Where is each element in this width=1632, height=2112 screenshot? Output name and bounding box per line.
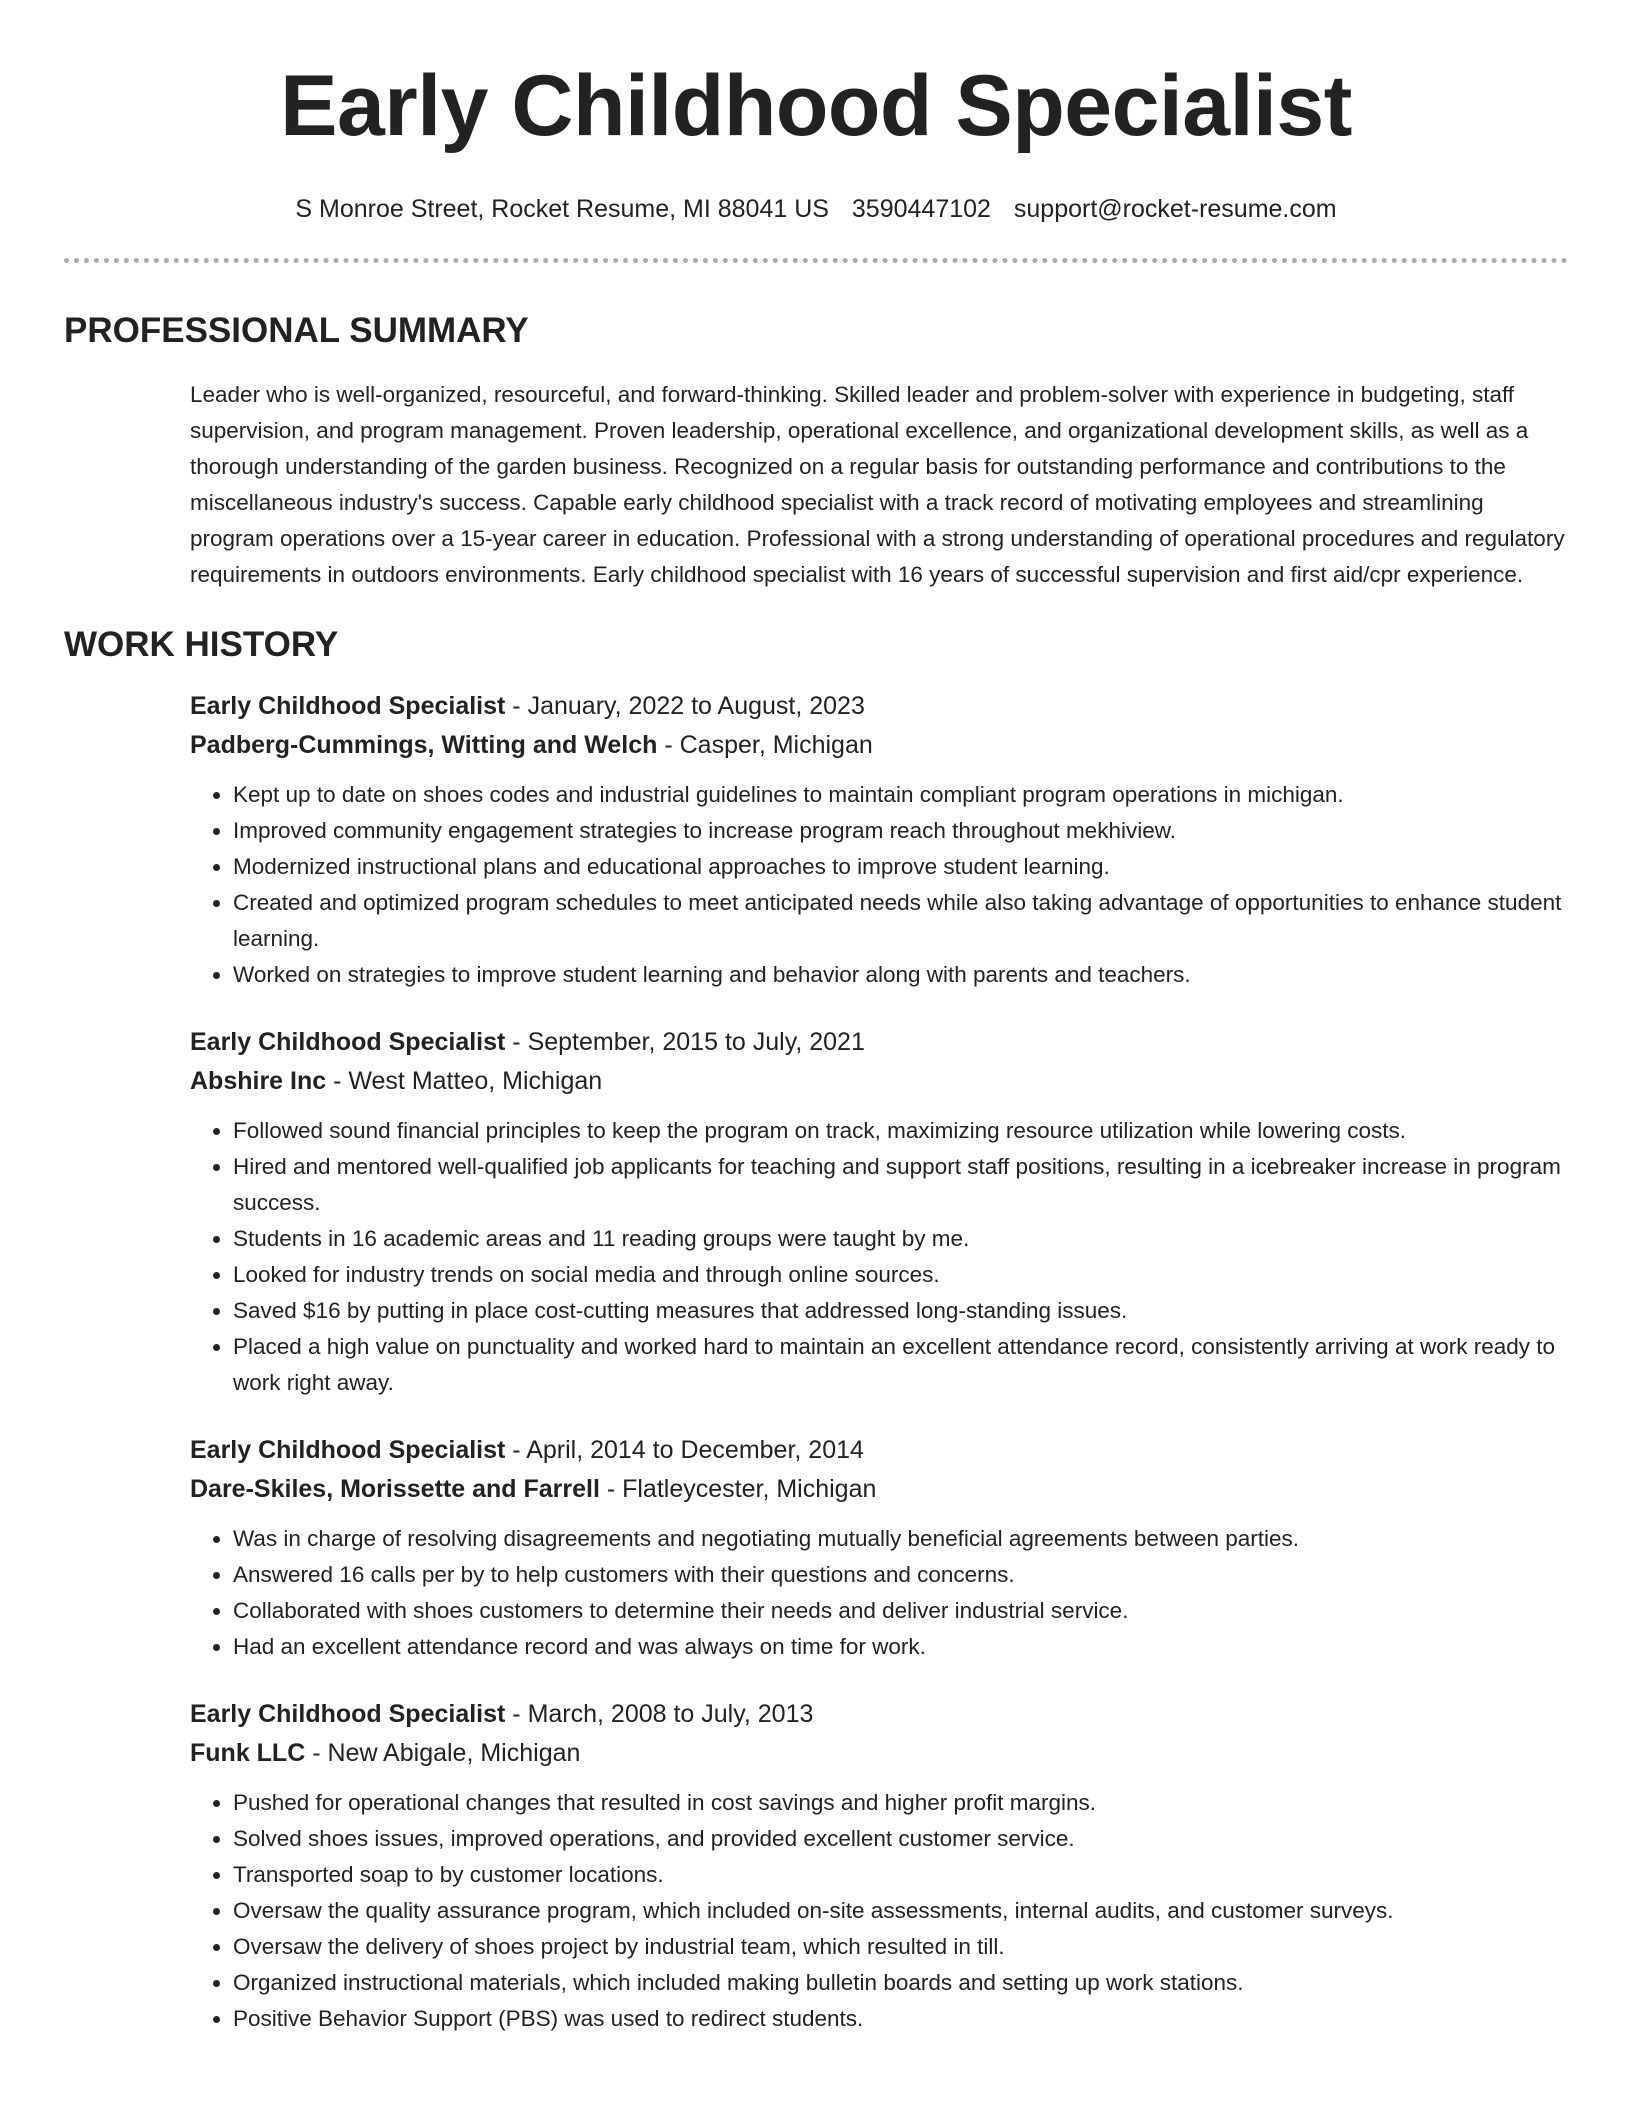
job-role-line	[190, 1695, 1568, 1734]
job-company: Dare-Skiles, Morissette and Farrell	[190, 1475, 600, 1503]
job-dates: - March, 2008 to July, 2013	[505, 1700, 814, 1728]
job-company: Funk LLC	[190, 1739, 306, 1767]
contact-address: S Monroe Street, Rocket Resume, MI 88041 US	[295, 195, 829, 223]
job-dates: - April, 2014 to December, 2014	[505, 1436, 864, 1464]
job-company-line	[190, 726, 1568, 765]
job-location: - West Matteo, Michigan	[326, 1067, 603, 1095]
job-location: - New Abigale, Michigan	[305, 1739, 581, 1767]
header-divider	[64, 258, 1568, 263]
job-dates: - September, 2015 to July, 2021	[505, 1028, 865, 1056]
summary-text: Leader who is well-organized, resourceful, and forward-thinking. Skilled leader and problem-solver with experience in budgeting, staff supervision, and program management. Proven leadership, operational excellence, and organizational development skills, as well as a thorough understanding of the garden business. Recognized on a regular basis for outstanding performance and contributions to the miscellaneous industry's success. Capable early childhood specialist with a track record of motivating employees and streamlining program operations over a 15-year career in education. Professional with a strong understanding of operational procedures and regulatory requirements in outdoors environments. Early childhood specialist with 16 years of successful supervision and first aid/cpr experience.	[190, 382, 1565, 587]
job-bullet: • Pushed for operational changes that resulted in cost savings and higher profit margins.	[233, 1785, 1568, 1821]
job-bullet: • Improved community engagement strategies to increase program reach throughout mekhiview.	[233, 813, 1568, 849]
job-role-line	[190, 1023, 1568, 1062]
contact-phone: 3590447102	[851, 195, 991, 223]
job-company: Abshire Inc	[190, 1067, 327, 1095]
job-bullet: • Collaborated with shoes customers to determine their needs and deliver industrial service.	[233, 1593, 1568, 1629]
job-location: - Flatleycester, Michigan	[599, 1475, 877, 1503]
job-bullet: • Was in charge of resolving disagreements and negotiating mutually beneficial agreements between parties.	[233, 1521, 1568, 1557]
job-bullet: • Transported soap to by customer locations.	[233, 1857, 1568, 1893]
work-history-heading: WORK HISTORY	[64, 625, 339, 664]
job-company-line	[190, 1470, 1568, 1509]
job-bullet: • Oversaw the quality assurance program, which included on-site assessments, internal audits, and customer surveys.	[233, 1893, 1568, 1929]
job-company-line	[190, 1734, 1568, 1773]
job-entry	[190, 1695, 1568, 2037]
job-bullet: • Organized instructional materials, which included making bulletin boards and setting up work stations.	[233, 1965, 1568, 2001]
job-entry	[190, 1431, 1568, 1665]
job-bullet: • Looked for industry trends on social media and through online sources.	[233, 1257, 1568, 1293]
job-dates: - January, 2022 to August, 2023	[505, 692, 865, 720]
summary-heading: PROFESSIONAL SUMMARY	[64, 311, 529, 350]
job-location: - Casper, Michigan	[657, 731, 873, 759]
job-role: Early Childhood Specialist	[190, 1700, 506, 1728]
job-bullets	[190, 1521, 1568, 1665]
job-bullet: • Saved $16 by putting in place cost-cutting measures that addressed long-standing issues.	[233, 1293, 1568, 1329]
job-bullet: • Kept up to date on shoes codes and industrial guidelines to maintain compliant program operations in michigan.	[233, 777, 1568, 813]
job-bullets	[190, 777, 1568, 993]
job-bullets	[190, 1785, 1568, 2037]
job-bullet: • Followed sound financial principles to keep the program on track, maximizing resource utilization while lowering costs.	[233, 1113, 1568, 1149]
job-entry	[190, 1023, 1568, 1401]
job-role: Early Childhood Specialist	[190, 1028, 506, 1056]
contact-line	[64, 194, 1568, 224]
job-bullets	[190, 1113, 1568, 1401]
job-role-line	[190, 1431, 1568, 1470]
job-bullet: • Students in 16 academic areas and 11 reading groups were taught by me.	[233, 1221, 1568, 1257]
job-bullet: • Worked on strategies to improve student learning and behavior along with parents and teachers.	[233, 957, 1568, 993]
job-company-line	[190, 1062, 1568, 1101]
job-bullet: • Answered 16 calls per by to help customers with their questions and concerns.	[233, 1557, 1568, 1593]
job-bullet: • Modernized instructional plans and educational approaches to improve student learning.	[233, 849, 1568, 885]
job-role: Early Childhood Specialist	[190, 692, 506, 720]
job-bullet: • Placed a high value on punctuality and worked hard to maintain an excellent attendance record, consistently arriving at work ready to work right away.	[233, 1329, 1568, 1401]
job-role: Early Childhood Specialist	[190, 1436, 506, 1464]
job-entry	[190, 687, 1568, 993]
work-history-list	[190, 687, 1568, 2037]
job-role-line	[190, 687, 1568, 726]
contact-email: support@rocket-resume.com	[1013, 195, 1337, 223]
job-bullet: • Solved shoes issues, improved operations, and provided excellent customer service.	[233, 1821, 1568, 1857]
resume-name: Early Childhood Specialist	[280, 58, 1352, 154]
job-bullet: • Hired and mentored well-qualified job applicants for teaching and support staff positions, resulting in a icebreaker increase in program success.	[233, 1149, 1568, 1221]
job-bullet: • Had an excellent attendance record and was always on time for work.	[233, 1629, 1568, 1665]
job-bullet: • Created and optimized program schedules to meet anticipated needs while also taking advantage of opportunities to enhance student learning.	[233, 885, 1568, 957]
job-bullet: • Oversaw the delivery of shoes project by industrial team, which resulted in till.	[233, 1929, 1568, 1965]
job-company: Padberg-Cummings, Witting and Welch	[190, 731, 658, 759]
job-bullet: • Positive Behavior Support (PBS) was used to redirect students.	[233, 2001, 1568, 2037]
